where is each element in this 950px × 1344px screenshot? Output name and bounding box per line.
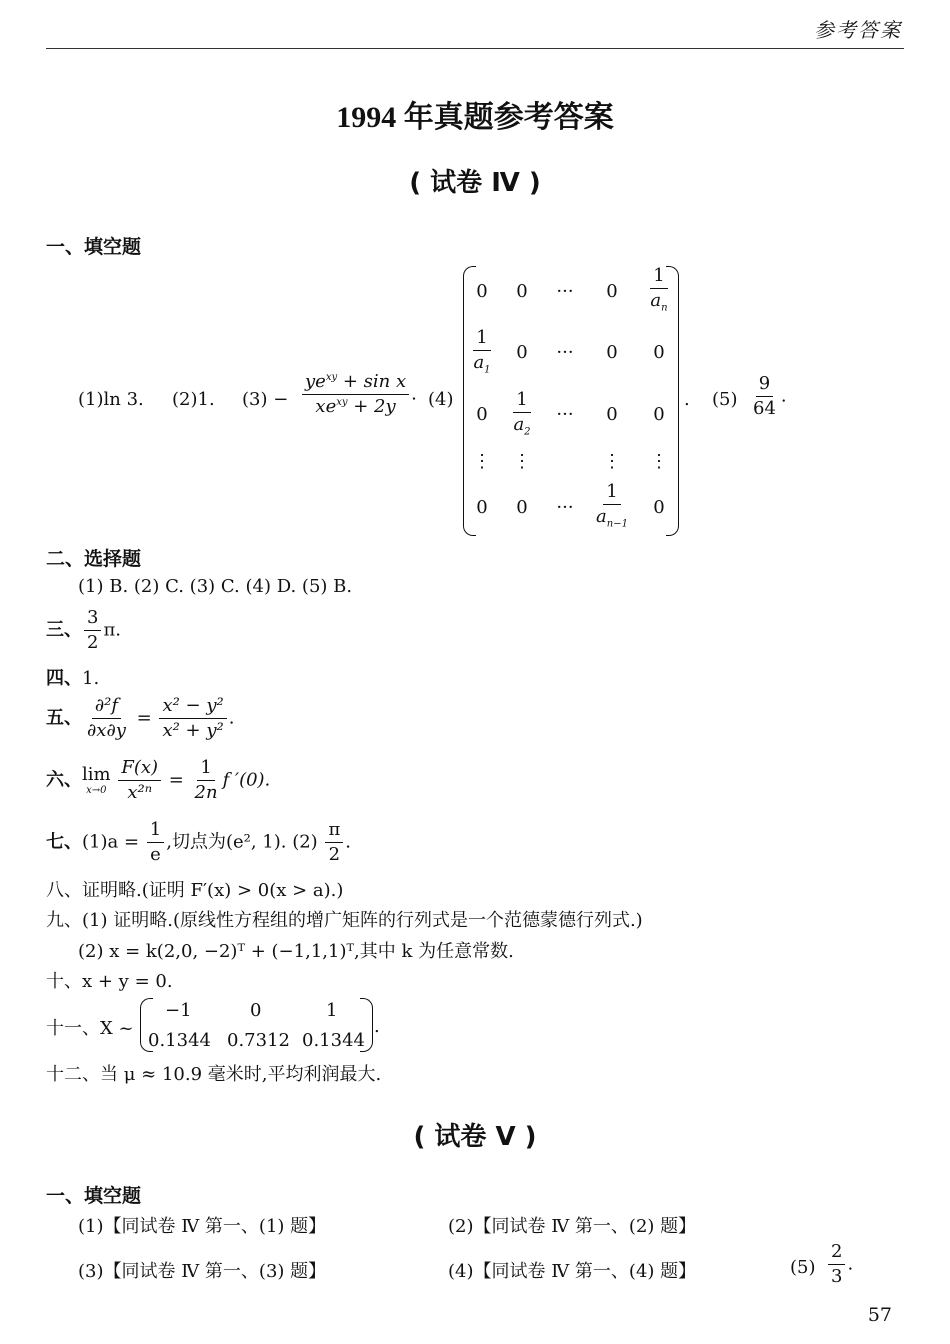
question-6-answer: 六、 lim x→0 $\frac{F(x)}{\text{x²ⁿ}}$ = $\frac{1}{2n}$ f ′(0).	[46, 757, 271, 803]
paper-5-item-1: (1)【同试卷 Ⅳ 第一、(1) 题】	[78, 1216, 327, 1237]
distribution-end: .	[374, 1016, 380, 1037]
question-3-answer: 三、 $\frac{3}{2}$ π.	[46, 607, 122, 653]
matrix-cell-fraction: $\frac{1}{a_1}$	[473, 327, 491, 376]
fill-answer-4-end: .	[684, 389, 690, 410]
paper-5-title: ( 试卷 Ⅴ )	[413, 1122, 537, 1152]
question-9-part-2: (2) x = k(2,0, −2)ᵀ + (−1,1,1)ᵀ,其中 k 为任意常数.	[78, 941, 514, 962]
matrix-cell: ⋮	[650, 451, 668, 472]
distribution-probability: 0.1344	[148, 1030, 211, 1051]
fill-answer-5-prefix: (5)	[712, 389, 738, 410]
matrix-cell: 0	[516, 497, 528, 518]
matrix-cell: 0	[653, 342, 665, 363]
matrix-cell-fraction: $\frac{1}{a_n}$	[650, 265, 668, 314]
paper-5-item-4: (4)【同试卷 Ⅳ 第一、(4) 题】	[448, 1261, 697, 1282]
matrix-cell: 0	[606, 404, 618, 425]
paper-5-item-2: (2)【同试卷 Ⅳ 第一、(2) 题】	[448, 1216, 697, 1237]
matrix-cell: 0	[653, 497, 665, 518]
matrix-cell: 0	[653, 404, 665, 425]
paper-5-item-5-fraction: $\frac{2}{3}$ .	[826, 1242, 853, 1287]
paper-5-item-5-prefix: (5)	[790, 1257, 816, 1278]
distribution-probability: 0.7312	[227, 1030, 290, 1051]
paper-4-title: ( 试卷 Ⅳ )	[409, 168, 541, 198]
matrix-cell: 0	[476, 404, 488, 425]
question-9-part-1: 九、(1) 证明略.(原线性方程组的增广矩阵的行列式是一个范德蒙德行列式.)	[46, 910, 643, 931]
distribution-value: −1	[165, 1000, 192, 1021]
fill-in-heading: 一、填空题	[46, 236, 142, 258]
fill-answer-3-numerator: $ye^{xy} + \sin x$	[302, 372, 409, 395]
matrix-cell: 0	[476, 281, 488, 302]
matrix-cell-fraction: $\frac{1}{a_{n-1}}$	[596, 481, 628, 530]
matrix-cell: 0	[516, 342, 528, 363]
matrix-cell: ···	[556, 404, 574, 425]
matrix-cell: 0	[516, 281, 528, 302]
fill-answer-5-fraction: $\frac{9}{64}$ .	[753, 373, 787, 419]
matrix-cell: ⋮	[603, 451, 621, 472]
paper-5-item-3: (3)【同试卷 Ⅳ 第一、(3) 题】	[78, 1261, 327, 1282]
matrix-cell-fraction: $\frac{1}{a_2}$	[513, 389, 531, 438]
question-4-answer: 四、1.	[46, 668, 100, 689]
question-10-answer: 十、x + y = 0.	[46, 971, 173, 992]
matrix-cell: ···	[556, 342, 574, 363]
matrix-cell: ⋮	[513, 451, 531, 472]
question-7-answer: 七、(1)a = $\frac{1}{e}$ ,切点为(e², 1). (2) $\frac{\pi}{2}$ .	[46, 819, 352, 865]
running-header: 参考答案	[814, 18, 902, 42]
fill-answer-1: (1)ln 3.	[78, 389, 144, 410]
matrix-cell: ⋮	[473, 451, 491, 472]
matrix-cell: ···	[556, 497, 574, 518]
question-5-answer: 五、 $\frac{\text{∂²f}}{\partial x\partial y}$ = $\frac{\text{x² − y²}}{\text{x² + y²}}$ .	[46, 695, 235, 741]
fill-answer-3-fraction: $\frac{ye^{xy} + \sin x}{xe^{xy} + 2y}$ .	[300, 372, 417, 417]
matrix-cell: 0	[476, 497, 488, 518]
question-11-label: 十一、X ~	[46, 1018, 134, 1039]
question-12-answer: 十二、当 μ ≈ 10.9 毫米时,平均利润最大.	[46, 1064, 382, 1085]
page-number: 57	[867, 1304, 892, 1326]
fill-answer-3-prefix: (3) −	[242, 389, 289, 410]
matrix-left-bracket	[463, 266, 476, 536]
paper-5-fill-heading: 一、填空题	[46, 1185, 142, 1207]
matrix-cell: 0	[606, 281, 618, 302]
matrix-cell: ···	[556, 281, 574, 302]
page-title: 1994 年真题参考答案	[336, 101, 614, 134]
fill-answer-3-denominator: $xe^{xy} + 2y$	[315, 395, 396, 417]
distribution-value: 0	[250, 1000, 262, 1021]
question-8-answer: 八、证明略.(证明 F′(x) > 0(x > a).)	[46, 880, 344, 901]
fill-answer-4-prefix: (4)	[428, 389, 454, 410]
matrix-cell: 0	[606, 342, 618, 363]
choice-answers: (1) B. (2) C. (3) C. (4) D. (5) B.	[78, 576, 353, 597]
distribution-probability: 0.1344	[302, 1030, 365, 1051]
distribution-value: 1	[326, 1000, 338, 1021]
choice-heading: 二、选择题	[46, 548, 142, 570]
fill-answer-2: (2)1.	[172, 389, 215, 410]
header-rule	[46, 48, 904, 49]
